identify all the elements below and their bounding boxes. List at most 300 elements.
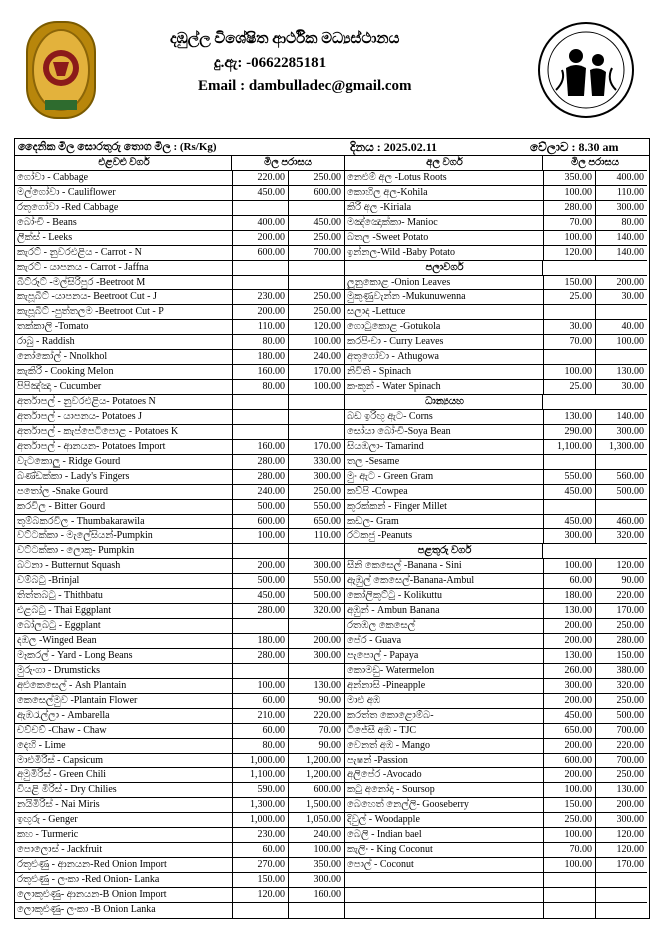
item-name: පේර - Guava	[347, 635, 402, 646]
min-price: 200.00	[232, 559, 288, 573]
max-price: 120.00	[595, 828, 647, 842]
max-price: 500.00	[595, 709, 647, 723]
table-row	[345, 589, 647, 604]
min-price: 250.00	[543, 813, 595, 827]
price-sheet	[14, 138, 650, 919]
item-name: වෙනත් අඹ - Mango	[347, 739, 430, 751]
table-row	[15, 649, 344, 664]
page-header	[0, 0, 661, 132]
max-price: 100.00	[288, 843, 344, 857]
max-price: 160.00	[288, 888, 344, 902]
item-name: පැපොල් - Papaya	[347, 649, 419, 661]
min-price: 70.00	[543, 843, 595, 857]
max-price	[595, 455, 647, 469]
min-price: 600.00	[232, 246, 288, 260]
table-row	[345, 231, 647, 246]
section-header-row	[345, 544, 647, 559]
item-name: මෑකරල් - Yard - Long Beans	[17, 649, 133, 661]
table-row	[345, 425, 647, 440]
min-price: 130.00	[543, 410, 595, 424]
table-row	[345, 216, 647, 231]
item-name: කිරි අල -Kiriala	[347, 201, 412, 213]
item-name: ඇඹරැල්ලා - Ambarella	[17, 709, 110, 721]
table-row	[345, 559, 647, 574]
item-name: මල්ගෝවා - Cauliflower	[17, 186, 116, 198]
max-price: 550.00	[288, 574, 344, 588]
table-row	[15, 410, 344, 425]
max-price: 350.00	[288, 858, 344, 872]
item-name: අන්නාසි -Pineapple	[347, 679, 426, 691]
table-row	[15, 634, 344, 649]
table-row	[15, 350, 344, 365]
item-name: කව්පි -Cowpea	[347, 485, 408, 497]
table-row	[15, 619, 344, 634]
table-row	[345, 320, 647, 335]
item-name: බීට්රූට් -මල්සිරිපුර -Beetroot M	[17, 276, 146, 288]
table-row	[345, 619, 647, 634]
max-price: 100.00	[288, 380, 344, 394]
item-name: ලොකුළුණු- ආනයන-B Onion Import	[17, 888, 167, 900]
table-row	[15, 305, 344, 320]
max-price: 200.00	[595, 276, 647, 290]
table-row	[345, 335, 647, 350]
table-row	[15, 783, 344, 798]
min-price: 150.00	[232, 873, 288, 887]
min-price	[543, 903, 595, 918]
min-price: 1,000.00	[232, 754, 288, 768]
item-name: සියඹලා- Tamarind	[347, 440, 424, 452]
max-price: 250.00	[288, 485, 344, 499]
item-name: රතුළුණු - ලංකා -Red Onion- Lanka	[17, 874, 160, 885]
max-price: 90.00	[595, 574, 647, 588]
table-row	[15, 515, 344, 530]
max-price: 100.00	[288, 335, 344, 349]
item-name: නෙළුම් අල -Lotus Roots	[347, 171, 447, 183]
table-row	[345, 201, 647, 216]
item-name: අලිපේර -Avocado	[347, 769, 422, 781]
item-name: කැපූබීට් -පුත්තලම -Beetroot Cut - P	[17, 306, 164, 318]
item-name: කටු අනෝදා - Soursop	[347, 784, 435, 796]
table-row	[345, 604, 647, 619]
table-row	[345, 440, 647, 455]
min-price: 130.00	[543, 604, 595, 618]
max-price: 40.00	[595, 320, 647, 334]
sri-lanka-emblem-icon	[25, 20, 97, 120]
table-row	[15, 903, 344, 918]
item-name: කංකුන් - Water Spinach	[347, 381, 441, 393]
item-name: කරවිල - Bitter Gourd	[17, 500, 106, 512]
max-price: 300.00	[288, 559, 344, 573]
min-price: 600.00	[543, 754, 595, 768]
table-row	[345, 455, 647, 470]
table-row	[15, 395, 344, 410]
item-name: කැරට් - යාපනය - Carrot - Jaffna	[17, 261, 149, 273]
min-price: 150.00	[543, 276, 595, 290]
item-name: නෝකෝල් - Nnolkhol	[17, 351, 108, 363]
table-row	[15, 216, 344, 231]
table-row	[15, 171, 344, 186]
item-name: ඇඹුල් කෙසෙල්-Banana-Ambul	[347, 575, 475, 587]
item-name: පිපිඤ්ඤා - Cucumber	[17, 381, 102, 393]
max-price: 320.00	[595, 529, 647, 543]
item-name: කැලිං - King Coconut	[347, 844, 433, 856]
min-price	[232, 544, 288, 558]
item-name: මුකුණුවැන්න -Mukunuwenna	[347, 291, 466, 303]
section-header-row	[345, 395, 647, 410]
item-name: බෙලි - Indian bael	[347, 829, 422, 841]
min-price: 160.00	[232, 365, 288, 379]
min-price: 100.00	[543, 365, 595, 379]
section-title: පළතුරු වර්ග	[417, 545, 472, 557]
table-row	[345, 246, 647, 261]
min-price: 180.00	[543, 589, 595, 603]
item-name: මුරුංගා - Drumsticks	[17, 664, 100, 676]
max-price: 500.00	[288, 589, 344, 603]
min-price: 200.00	[232, 231, 288, 245]
max-price: 1,300.00	[595, 440, 647, 454]
item-name: තිත්තබටු - Thithbatu	[17, 590, 103, 602]
min-price: 60.00	[543, 574, 595, 588]
min-price: 100.00	[543, 559, 595, 573]
item-name: අතුගෝවා - Athugowa	[347, 351, 440, 363]
table-row	[345, 186, 647, 201]
item-name: රතුගෝවා -Red Cabbage	[17, 201, 119, 213]
max-price: 90.00	[288, 694, 344, 708]
min-price: 60.00	[232, 724, 288, 738]
item-name: සීනි කෙසෙල් -Banana - Sini	[347, 560, 462, 572]
item-name: ලොකුළුණු- ලංකා -B Onion Lanka	[17, 903, 156, 915]
max-price: 250.00	[288, 290, 344, 304]
min-price: 200.00	[232, 305, 288, 319]
min-price: 280.00	[232, 649, 288, 663]
item-name: රාබු - Raddish	[17, 336, 75, 348]
max-price: 130.00	[288, 679, 344, 693]
table-row	[345, 350, 647, 365]
table-row	[345, 724, 647, 739]
max-price: 250.00	[288, 305, 344, 319]
max-price	[288, 261, 344, 275]
max-price: 170.00	[288, 365, 344, 379]
min-price: 1,100.00	[543, 440, 595, 454]
min-price	[543, 873, 595, 887]
item-name	[345, 903, 543, 918]
table-row	[15, 529, 344, 544]
max-price: 70.00	[288, 724, 344, 738]
min-price: 200.00	[543, 619, 595, 633]
min-price	[232, 395, 288, 409]
table-row	[15, 246, 344, 261]
item-name	[345, 888, 543, 902]
table-row	[15, 470, 344, 485]
price-range-header: මිල පරාසය	[542, 156, 647, 170]
max-price: 130.00	[595, 783, 647, 797]
table-row	[345, 290, 647, 305]
min-price: 450.00	[232, 186, 288, 200]
phone-number: දු.ඇ: -0662285181	[214, 55, 327, 71]
item-name: ටීජේසී අඹ - TJC	[347, 724, 417, 736]
item-name: රතඹල කෙසෙල්	[347, 620, 416, 632]
min-price: 280.00	[543, 201, 595, 215]
min-price: 150.00	[543, 798, 595, 812]
table-row	[345, 171, 647, 186]
item-name: වම්බටු -Brinjal	[17, 575, 80, 587]
min-price: 70.00	[543, 335, 595, 349]
max-price	[288, 425, 344, 439]
min-price: 80.00	[232, 335, 288, 349]
item-name: කරත්ත කොළොම්බ-	[347, 709, 434, 721]
table-row	[345, 798, 647, 813]
table-row	[15, 679, 344, 694]
max-price: 140.00	[595, 410, 647, 424]
table-row	[15, 768, 344, 783]
table-row	[15, 843, 344, 858]
item-name: තල -Sesame	[347, 455, 400, 467]
item-name: වියළි මිරිස් - Dry Chilies	[17, 784, 117, 796]
item-name: අර්තාපල් - කැප්පෙටිපොළ - Potatoes K	[17, 425, 179, 437]
min-price: 100.00	[543, 231, 595, 245]
min-price: 130.00	[543, 649, 595, 663]
table-row	[15, 500, 344, 515]
item-name: පොල් - Coconut	[347, 859, 414, 871]
max-price: 110.00	[288, 529, 344, 543]
min-price: 60.00	[232, 694, 288, 708]
table-row	[345, 305, 647, 320]
min-price	[543, 305, 595, 319]
min-price: 100.00	[543, 858, 595, 872]
item-name: බටනා - Butternut Squash	[17, 560, 121, 572]
table-row	[15, 440, 344, 455]
report-date: දිනය : 2025.02.11	[350, 140, 438, 154]
max-price: 100.00	[595, 335, 647, 349]
table-row	[345, 276, 647, 291]
min-price: 280.00	[232, 604, 288, 618]
section-title: පලාවර්ග	[425, 261, 464, 273]
min-price: 500.00	[232, 574, 288, 588]
max-price: 120.00	[288, 320, 344, 334]
item-name: මාළුමිරිස් - Capsicum	[17, 754, 103, 766]
max-price: 30.00	[595, 290, 647, 304]
item-name: කැපූබීට් -යාපනය- Beetroot Cut - J	[17, 291, 157, 303]
roots-header: අල වර්ග	[426, 157, 463, 168]
max-price: 120.00	[595, 559, 647, 573]
max-price: 1,050.00	[288, 813, 344, 827]
max-price: 280.00	[595, 634, 647, 648]
min-price	[232, 425, 288, 439]
table-row	[345, 694, 647, 709]
max-price: 700.00	[288, 246, 344, 260]
table-row	[15, 186, 344, 201]
table-row	[345, 500, 647, 515]
item-name: පොලොස් - Jackfruit	[17, 844, 103, 856]
section-title: ධාන්‍යයහ	[425, 396, 464, 407]
table-row	[15, 365, 344, 380]
min-price: 590.00	[232, 783, 288, 797]
table-row	[15, 276, 344, 291]
max-price: 320.00	[595, 679, 647, 693]
table-row	[345, 365, 647, 380]
min-price: 100.00	[543, 186, 595, 200]
min-price: 280.00	[232, 455, 288, 469]
table-row	[345, 679, 647, 694]
item-name: කහ - Turmeric	[17, 829, 79, 841]
item-name: රතුළුණු - ආනයන-Red Onion Import	[17, 859, 167, 871]
table-row	[15, 559, 344, 574]
table-row	[345, 873, 647, 888]
table-row	[345, 709, 647, 724]
table-row	[15, 873, 344, 888]
table-row	[15, 858, 344, 873]
item-name: මුං ඇට - Green Gram	[347, 470, 434, 482]
min-price	[232, 619, 288, 633]
max-price	[288, 410, 344, 424]
max-price: 250.00	[288, 171, 344, 185]
table-row	[15, 574, 344, 589]
item-name: වට්ටක්කා - මැලේසියන්-Pumpkin	[17, 530, 153, 542]
item-name: සෝයා බෝංචි-Soya Bean	[347, 425, 451, 437]
max-price: 140.00	[595, 246, 647, 260]
item-name: කොහිල අල-Kohila	[347, 186, 428, 198]
item-name: ඉන්නල-Wild -Baby Potato	[347, 246, 456, 258]
max-price: 300.00	[288, 470, 344, 484]
max-price: 600.00	[288, 783, 344, 797]
min-price	[232, 410, 288, 424]
max-price: 80.00	[595, 216, 647, 230]
min-price: 350.00	[543, 171, 595, 185]
table-row	[15, 425, 344, 440]
min-price: 240.00	[232, 485, 288, 499]
max-price: 140.00	[595, 231, 647, 245]
table-row	[15, 544, 344, 559]
min-price: 120.00	[232, 888, 288, 902]
table-row	[345, 903, 647, 918]
item-name	[345, 873, 543, 887]
item-name: දිවුල් - Woodapple	[347, 814, 420, 826]
min-price: 290.00	[543, 425, 595, 439]
item-name: කැකිරි - Cooking Melon	[17, 366, 114, 378]
item-name: අර්තාපල් - ආනයන- Potatoes Import	[17, 440, 166, 452]
report-time: වේලාව : 8.30 am	[530, 140, 619, 154]
section-header-row	[345, 261, 647, 276]
min-price: 120.00	[543, 246, 595, 260]
max-price: 250.00	[595, 694, 647, 708]
min-price	[232, 903, 288, 918]
max-price: 110.00	[595, 186, 647, 200]
item-name: කුරක්කන් - Finger Millet	[347, 500, 447, 512]
item-name: ඉඟුරු - Genger	[17, 814, 78, 826]
min-price: 1,100.00	[232, 768, 288, 782]
max-price: 700.00	[595, 754, 647, 768]
item-name: දඹල -Winged Bean	[17, 635, 97, 646]
max-price: 320.00	[288, 604, 344, 618]
min-price: 220.00	[232, 171, 288, 185]
max-price: 200.00	[288, 634, 344, 648]
item-name: ගෝවා - Cabbage	[17, 171, 89, 183]
min-price: 200.00	[543, 739, 595, 753]
item-name: බඩ ඉරිඟු ඇට- Corns	[347, 410, 433, 422]
min-price: 180.00	[232, 634, 288, 648]
item-name: කෝලිකුට්ටු - Kolikuttu	[347, 590, 443, 602]
max-price: 330.00	[288, 455, 344, 469]
min-price: 110.00	[232, 320, 288, 334]
item-name: බෙහෙත් නෙල්ලි- Gooseberry	[347, 799, 469, 811]
table-row	[15, 261, 344, 276]
min-price: 25.00	[543, 290, 595, 304]
max-price: 130.00	[595, 365, 647, 379]
meta-row	[15, 139, 649, 156]
max-price	[288, 664, 344, 678]
max-price: 170.00	[595, 858, 647, 872]
max-price	[288, 201, 344, 215]
max-price: 300.00	[288, 873, 344, 887]
min-price: 200.00	[543, 634, 595, 648]
item-name: අර්තාපල් - නුවරඑළිය- Potatoes N	[17, 396, 156, 407]
item-name: අඹුන් - Ambun Banana	[347, 605, 440, 617]
min-price: 100.00	[543, 828, 595, 842]
table-row	[345, 515, 647, 530]
max-price: 30.00	[595, 380, 647, 394]
min-price: 100.00	[232, 529, 288, 543]
table-row	[345, 739, 647, 754]
table-row	[345, 828, 647, 843]
price-range-header: මිල පරාසය	[231, 156, 344, 170]
max-price	[288, 903, 344, 918]
table-row	[15, 888, 344, 903]
item-name: කැරට් - නුවරඑළිය - Carrot - N	[17, 246, 142, 258]
item-name: පැෂන් -Passion	[347, 754, 408, 766]
min-price	[543, 888, 595, 902]
min-price	[232, 276, 288, 290]
table-row	[15, 828, 344, 843]
max-price: 120.00	[595, 843, 647, 857]
item-name: නිවිති - Spinach	[347, 366, 411, 378]
center-title: දඹුල්ල විශේෂිත ආර්ථික මධ්‍යස්ථානය	[170, 31, 400, 47]
table-row	[345, 888, 647, 903]
table-row	[15, 380, 344, 395]
max-price	[595, 500, 647, 514]
item-name: සලාද -Lettuce	[347, 306, 406, 318]
price-label: දෛනික මිල සොරතුරු තොග මිල : (Rs/Kg)	[18, 141, 217, 153]
item-name: දෙහි - Lime	[17, 739, 66, 751]
max-price: 170.00	[595, 604, 647, 618]
section-fill	[542, 261, 647, 275]
min-price	[543, 350, 595, 364]
min-price	[232, 201, 288, 215]
min-price: 200.00	[543, 768, 595, 782]
table-row	[15, 709, 344, 724]
min-price: 500.00	[232, 500, 288, 514]
min-price: 550.00	[543, 470, 595, 484]
min-price: 270.00	[232, 858, 288, 872]
item-name: පතෝල -Snake Gourd	[17, 485, 108, 497]
item-name: තුම්බකරවිල - Thumbakarawila	[17, 515, 145, 527]
vegetables-header: එළවළු වර්ග	[98, 157, 150, 168]
min-price: 300.00	[543, 529, 595, 543]
max-price: 450.00	[288, 216, 344, 230]
max-price: 380.00	[595, 664, 647, 678]
table-row	[15, 664, 344, 679]
table-row	[15, 813, 344, 828]
max-price: 560.00	[595, 470, 647, 484]
max-price: 400.00	[595, 171, 647, 185]
min-price: 100.00	[543, 783, 595, 797]
table-row	[15, 290, 344, 305]
table-row	[345, 783, 647, 798]
item-name: අළුකෙසෙල් - Ash Plantain	[17, 679, 127, 691]
item-name: මාළු අඹ	[347, 694, 381, 706]
min-price: 80.00	[232, 739, 288, 753]
table-row	[345, 664, 647, 679]
item-name: බෝලබටු - Eggplant	[17, 620, 101, 632]
